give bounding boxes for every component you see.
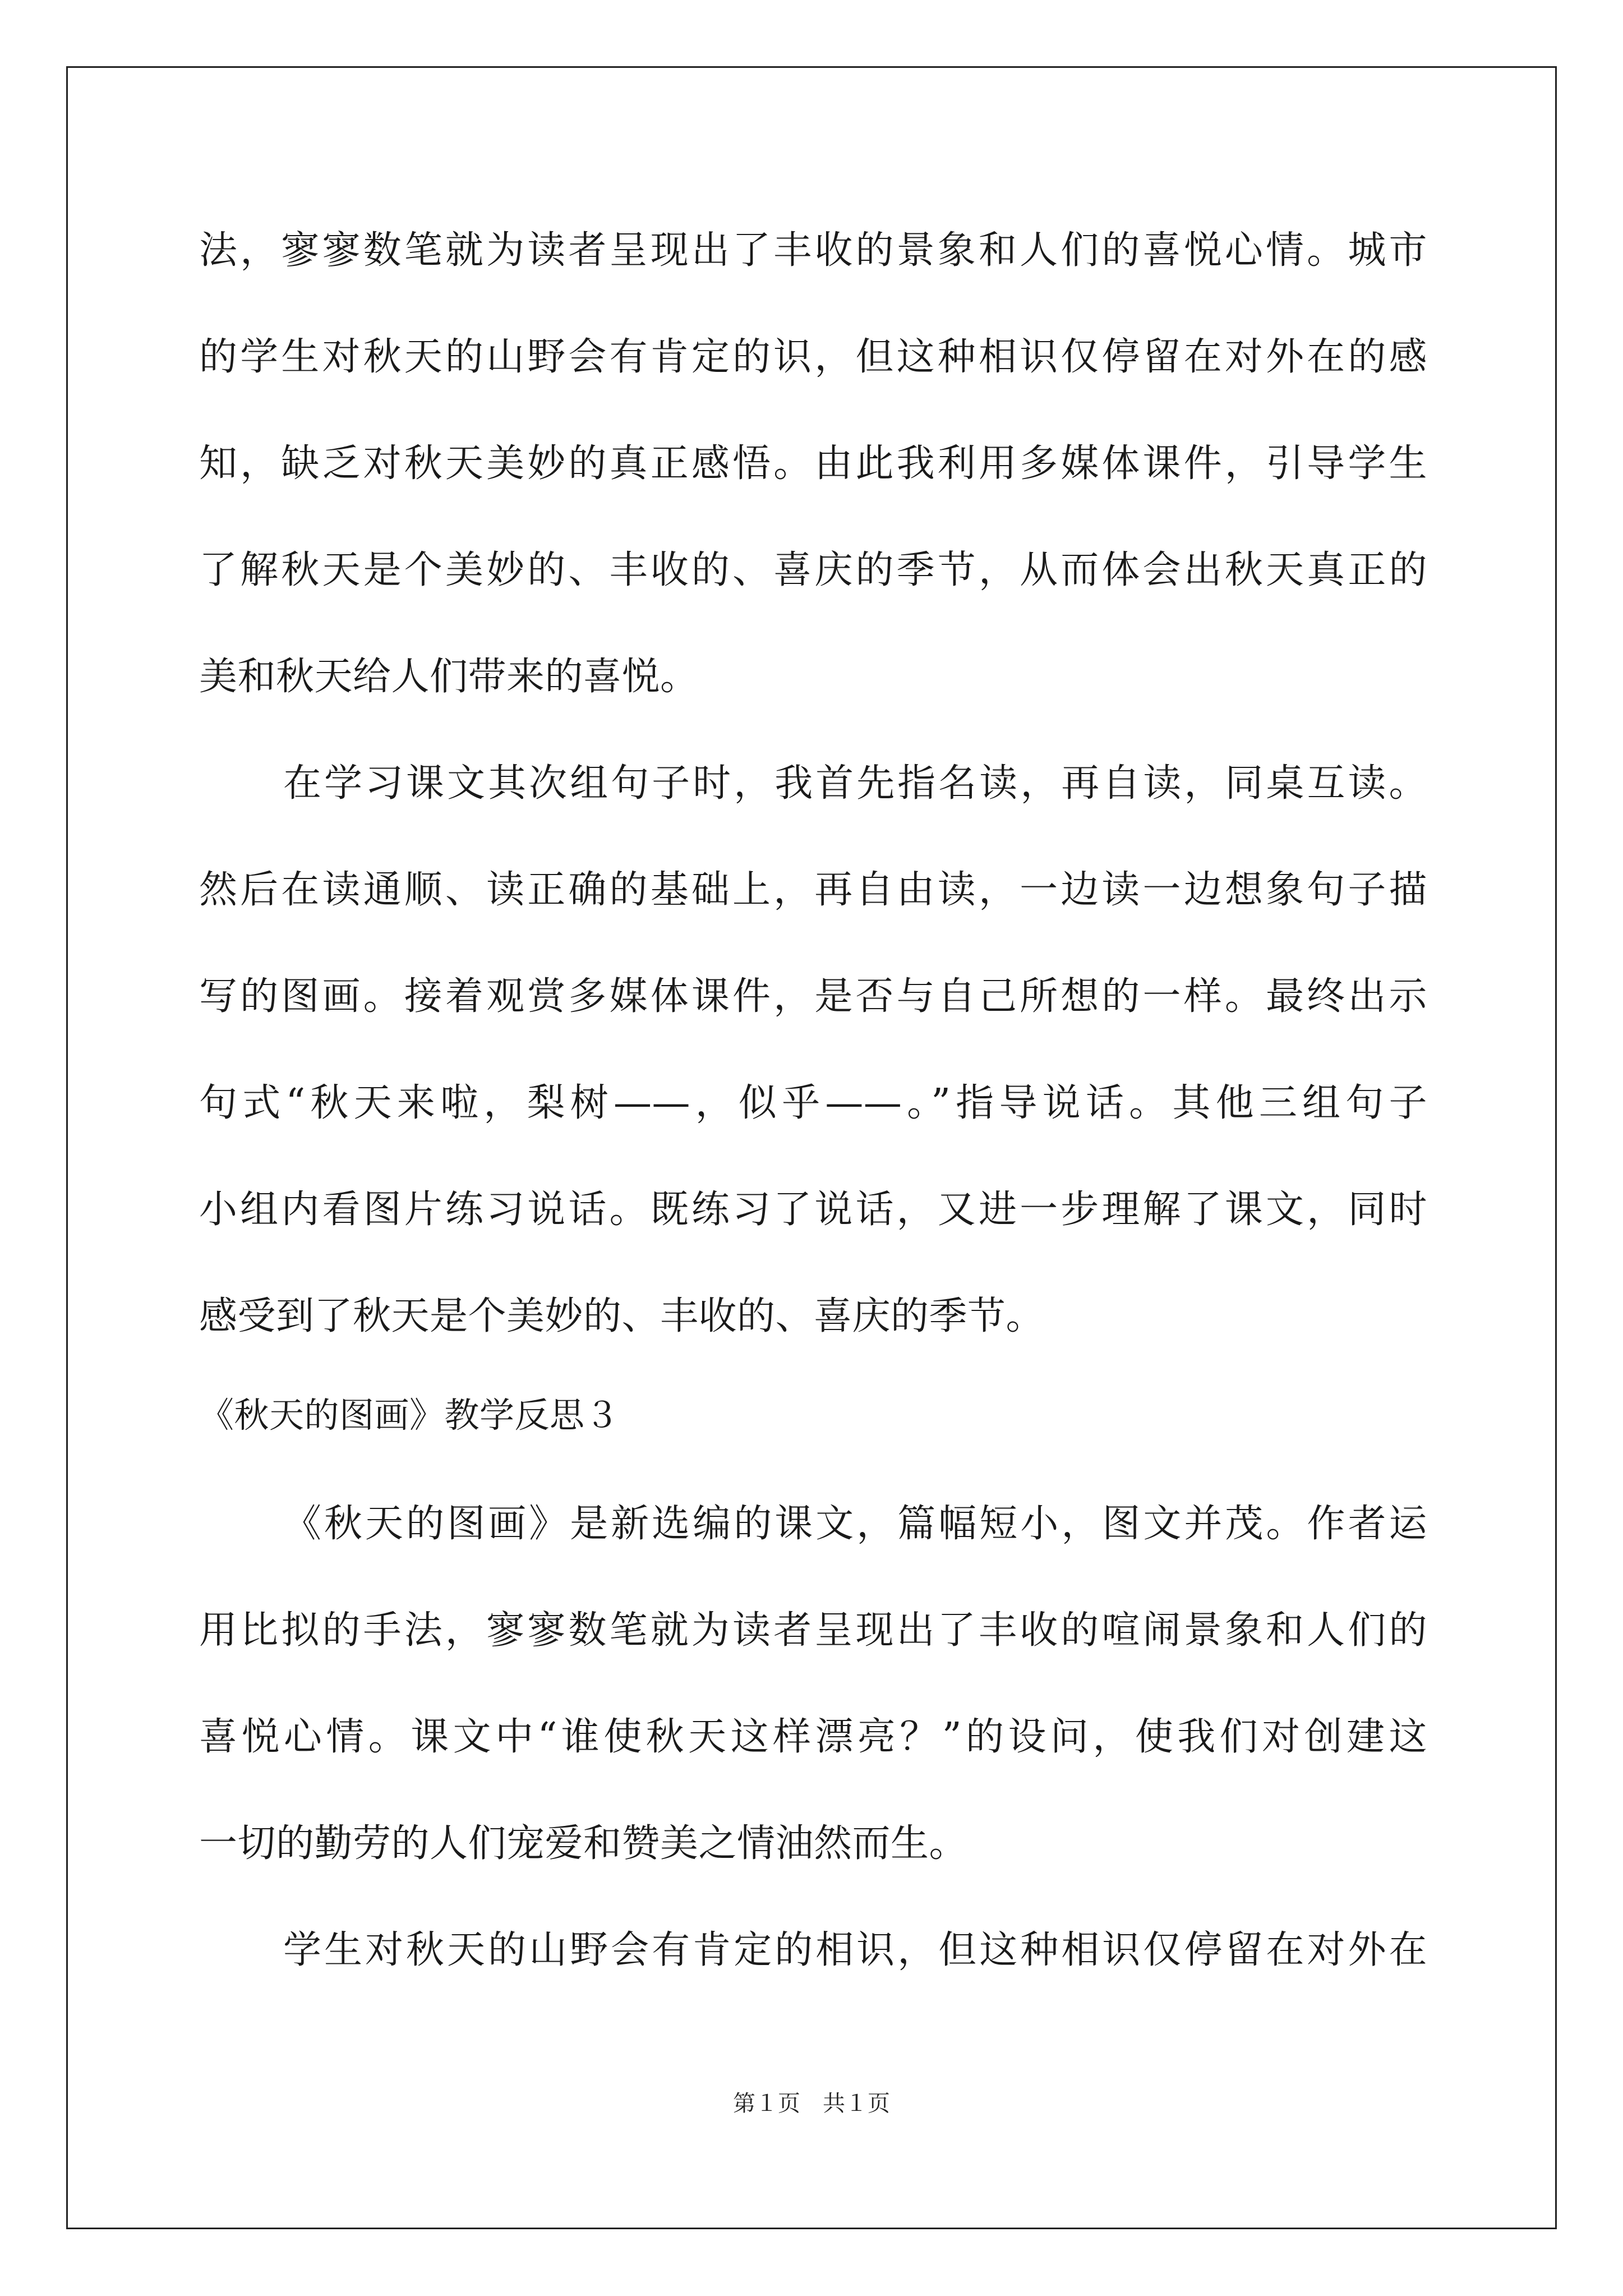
page-border [66,66,1557,2229]
paragraph-line: 写的图画。接着观赏多媒体课件，是否与自己所想的一样。最终出示 [199,974,1427,1019]
paragraph-line: 知，缺乏对秋天美妙的真正感悟。由此我利用多媒体课件，引导学生 [199,441,1427,486]
page-footer: 第１页 共１页 [733,2091,890,2116]
paragraph-line: 用比拟的手法，寥寥数笔就为读者呈现出了丰收的喧闹景象和人们的 [199,1608,1427,1653]
paragraph-line: 一切的勤劳的人们宠爱和赞美之情油然而生。 [199,1821,968,1866]
paragraph-line: 法，寥寥数笔就为读者呈现出了丰收的景象和人们的喜悦心情。城市 [199,228,1427,273]
paragraph-line: 句式“秋天来啦，梨树——，似乎——。”指导说话。其他三组句子 [199,1081,1427,1125]
paragraph-line: 感受到了秋天是个美妙的、丰收的、喜庆的季节。 [199,1294,1045,1338]
paragraph-line: 小组内看图片练习说话。既练习了说话，又进一步理解了课文，同时 [199,1188,1427,1232]
paragraph-line: 学生对秋天的山野会有肯定的相识，但这种相识仅停留在对外在 [283,1928,1427,1972]
paragraph-line: 的学生对秋天的山野会有肯定的识，但这种相识仅停留在对外在的感 [199,335,1427,379]
paragraph-line: 美和秋天给人们带来的喜悦。 [199,655,699,699]
paragraph-line: 了解秋天是个美妙的、丰收的、喜庆的季节，从而体会出秋天真正的 [199,548,1427,592]
paragraph-line: 《秋天的图画》是新选编的课文，篇幅短小，图文并茂。作者运 [283,1502,1427,1546]
section-heading: 《秋天的图画》教学反思３ [199,1395,620,1435]
paragraph-line: 在学习课文其次组句子时，我首先指名读，再自读，同桌互读。 [283,761,1427,806]
paragraph-line: 然后在读通顺、读正确的基础上，再自由读，一边读一边想象句子描 [199,868,1427,912]
paragraph-line: 喜悦心情。课文中“谁使秋天这样漂亮？”的设问，使我们对创建这 [199,1715,1427,1759]
